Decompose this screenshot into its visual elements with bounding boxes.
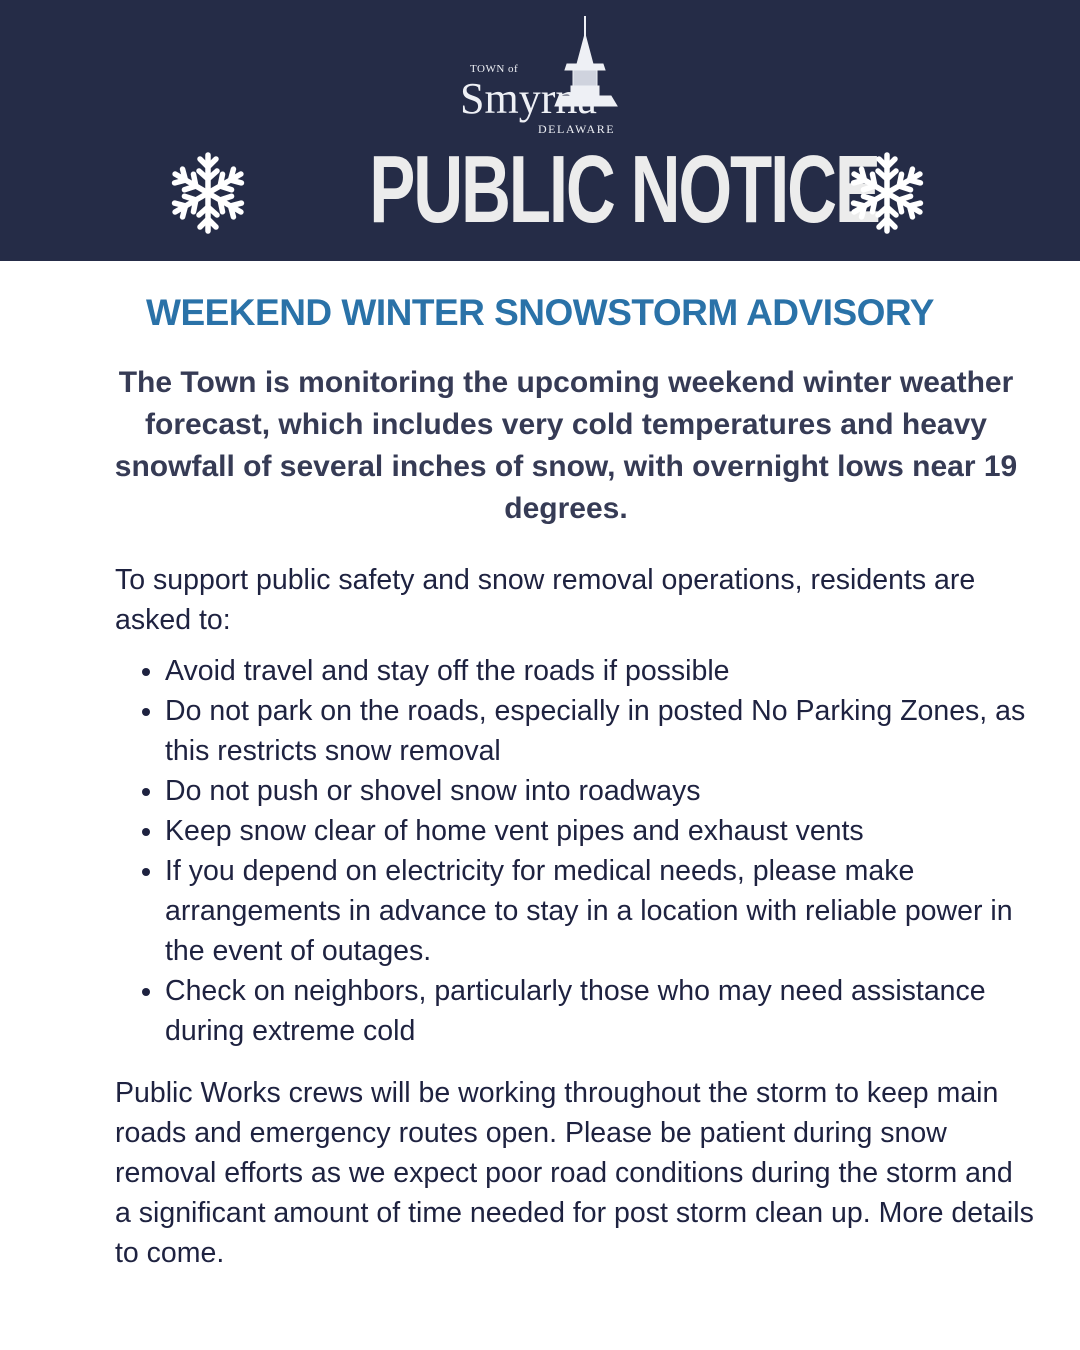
list-item: • Keep snow clear of home vent pipes and exhaust vents — [165, 811, 1035, 851]
lead-paragraph: The Town is monitoring the upcoming weekend winter weather forecast, which includes very cold temperatures and heavy snowfall of several inches of snow, with overnight lows near 19 degrees. — [114, 366, 1018, 525]
list-item: • If you depend on electricity for medical needs, please make arrangements in advance to stay in a location with reliable power in the event of outages. — [165, 851, 1035, 971]
snowflake-icon — [168, 150, 248, 236]
list-item: • Check on neighbors, particularly those who may need assistance during extreme cold — [165, 971, 1035, 1051]
list-item: • Do not push or shovel snow into roadways — [165, 771, 1035, 811]
logo-town-text: TOWN of — [470, 63, 519, 75]
advice-list-container — [115, 651, 1035, 1051]
advisory-title: WEEKEND WINTER SNOWSTORM ADVISORY — [146, 292, 934, 333]
list-item: • Avoid travel and stay off the roads if possible — [165, 651, 1035, 691]
public-notice-title: PUBLIC NOTICE — [369, 136, 879, 243]
logo-state-text: DELAWARE — [538, 122, 616, 136]
snowflake-icon — [847, 150, 927, 236]
list-item: • Do not park on the roads, especially in posted No Parking Zones, as this restricts snow removal — [165, 691, 1035, 771]
logo-smyrna-text: Smyrna — [460, 74, 597, 123]
notice-body — [0, 290, 1080, 1273]
header-banner — [0, 0, 1080, 261]
closing-paragraph: Public Works crews will be working throughout the storm to keep main roads and emergency routes open. Please be patient during snow removal efforts as we expect poor road conditions during the storm and a significant amount of time needed for post storm clean up. More details to come. — [115, 1077, 1034, 1269]
advice-list — [115, 651, 1035, 1051]
intro-paragraph: To support public safety and snow removal operations, residents are asked to: — [115, 564, 976, 636]
